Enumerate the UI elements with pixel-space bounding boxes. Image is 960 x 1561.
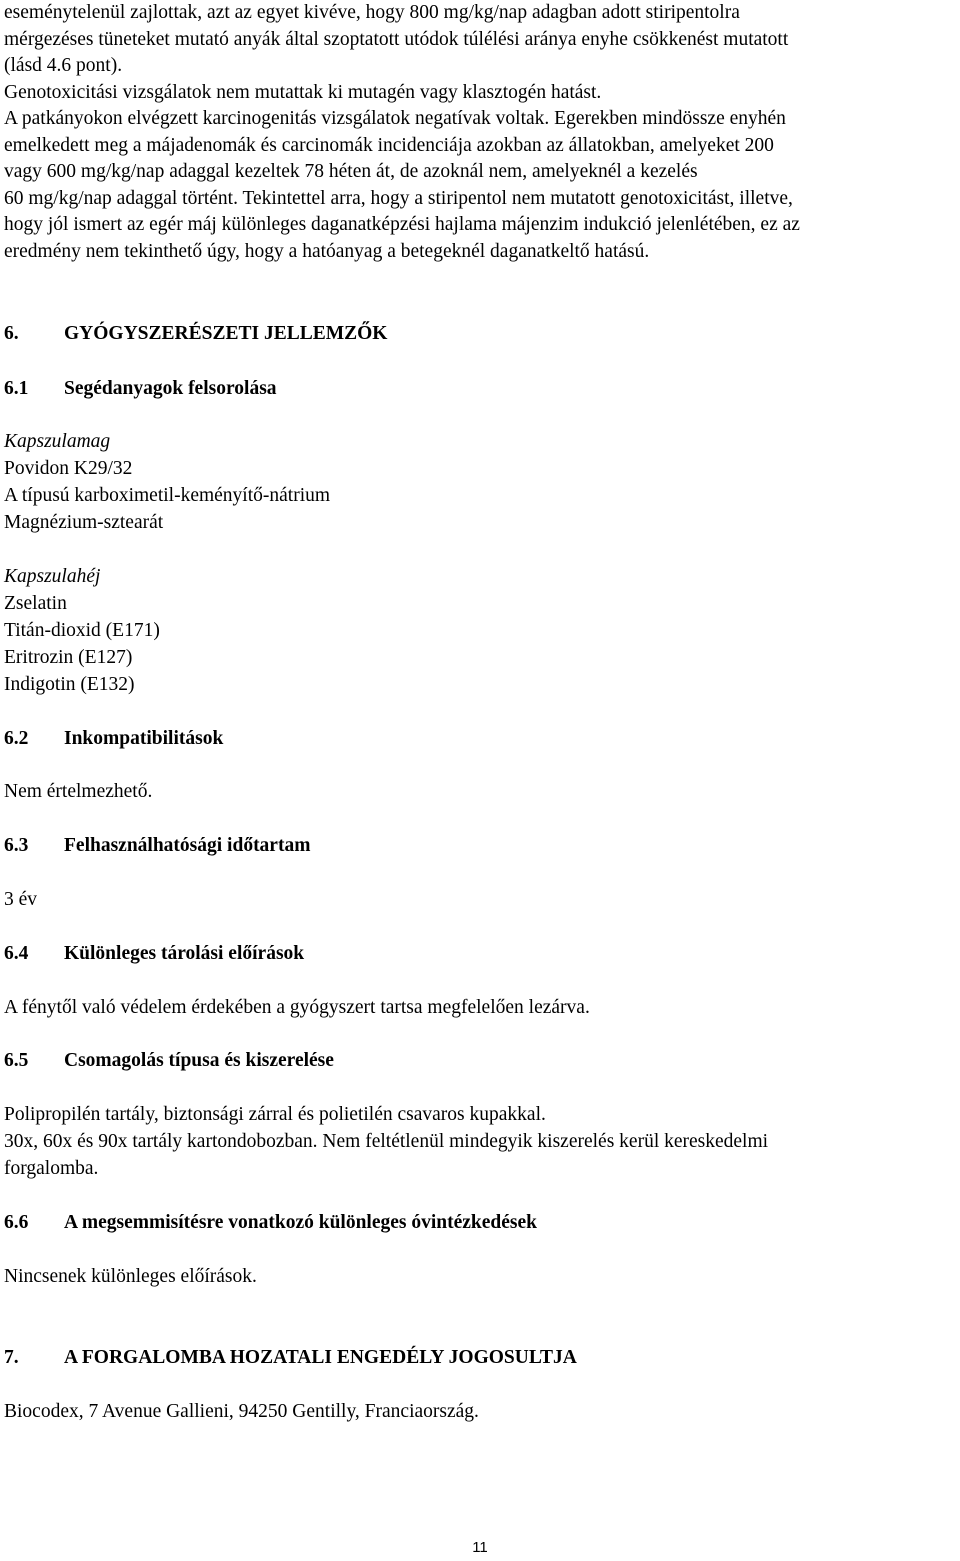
section-title: A FORGALOMBA HOZATALI ENGEDÉLY JOGOSULTJA xyxy=(64,1347,577,1368)
section-number: 6.2 xyxy=(4,728,29,749)
section-heading-6-1 xyxy=(4,376,277,403)
section-title: Különleges tárolási előírások xyxy=(64,943,305,964)
excipient-group-title: Kapszulamag xyxy=(4,431,111,452)
section-text: Polipropilén tartály, biztonsági zárral és polietilén csavaros kupakkal. xyxy=(4,1104,546,1125)
section-text: A fénytől való védelem érdekében a gyógyszert tartsa megfelelően lezárva. xyxy=(4,997,590,1018)
intro-line: eredmény nem tekinthető úgy, hogy a hatóanyag a betegeknél daganatkeltő hatású. xyxy=(4,240,650,262)
section-heading-6-6 xyxy=(4,1210,537,1237)
section-heading-6-3 xyxy=(4,833,310,860)
section-text: 30x, 60x és 90x tartály kartondobozban. Nem feltétlenül mindegyik kiszerelés kerül kereskedelmi xyxy=(4,1131,769,1152)
intro-line: mérgezéses tüneteket mutató anyák által szoptatott utódok túlélési aránya enyhe csökkenést mutatott xyxy=(4,28,789,50)
excipient-item: Povidon K29/32 xyxy=(4,458,133,479)
excipient-item: Titán-dioxid (E171) xyxy=(4,620,160,641)
section-heading-6-2 xyxy=(4,726,223,753)
section-title: Inkompatibilitások xyxy=(64,728,224,749)
section-heading-6-5 xyxy=(4,1048,334,1075)
excipient-group-title: Kapszulahéj xyxy=(4,566,101,587)
section-title: Felhasználhatósági időtartam xyxy=(64,835,311,856)
intro-line: A patkányokon elvégzett karcinogenitás vizsgálatok negatívak voltak. Egerekben mindössze enyhén xyxy=(4,108,786,129)
section-number: 6.5 xyxy=(4,1050,29,1071)
excipient-item: Indigotin (E132) xyxy=(4,674,135,695)
section-heading-6 xyxy=(4,321,387,348)
section-heading-7 xyxy=(4,1345,577,1372)
excipient-item: Eritrozin (E127) xyxy=(4,647,133,668)
section-text: Nincsenek különleges előírások. xyxy=(4,1266,257,1287)
section-text: Biocodex, 7 Avenue Gallieni, 94250 Gentilly, Franciaország. xyxy=(4,1401,479,1422)
section-number: 6. xyxy=(4,323,19,344)
excipient-item: A típusú karboximetil-keményítő-nátrium xyxy=(4,485,331,506)
section-heading-6-4 xyxy=(4,941,304,968)
section-text: 3 év xyxy=(4,889,38,910)
section-number: 6.6 xyxy=(4,1212,29,1233)
intro-line: (lásd 4.6 pont). xyxy=(4,55,123,76)
intro-line: 60 mg/kg/nap adaggal történt. Tekintettel arra, hogy a stiripentol nem mutatott genotoxicitást, illetve, xyxy=(4,187,793,209)
section-number: 7. xyxy=(4,1347,19,1368)
section-text: forgalomba. xyxy=(4,1158,99,1179)
excipient-item: Zselatin xyxy=(4,593,67,614)
intro-line: vagy 600 mg/kg/nap adaggal kezeltek 78 héten át, de azoknál nem, amelyeknél a kezelés xyxy=(4,161,698,182)
section-title: Segédanyagok felsorolása xyxy=(64,378,277,399)
excipient-item: Magnézium-sztearát xyxy=(4,512,164,533)
intro-line: eseménytelenül zajlottak, azt az egyet kivéve, hogy 800 mg/kg/nap adagban adott stiripentolra xyxy=(4,2,740,23)
section-text: Nem értelmezhető. xyxy=(4,781,153,802)
page-number: 11 xyxy=(472,1539,488,1556)
section-number: 6.4 xyxy=(4,943,29,964)
section-title: A megsemmisítésre vonatkozó különleges óvintézkedések xyxy=(64,1212,538,1233)
intro-line: Genotoxicitási vizsgálatok nem mutattak ki mutagén vagy klasztogén hatást. xyxy=(4,81,602,103)
intro-line: emelkedett meg a májadenomák és carcinomák incidenciája azokban az állatokban, amelyeket 200 xyxy=(4,134,774,156)
section-title: Csomagolás típusa és kiszerelése xyxy=(64,1050,334,1071)
section-number: 6.1 xyxy=(4,378,29,399)
section-title: GYÓGYSZERÉSZETI JELLEMZŐK xyxy=(64,323,388,344)
intro-line: hogy jól ismert az egér máj különleges daganatképzési hajlama májenzim indukció jelenlétében, ez az xyxy=(4,214,800,235)
section-number: 6.3 xyxy=(4,835,29,856)
